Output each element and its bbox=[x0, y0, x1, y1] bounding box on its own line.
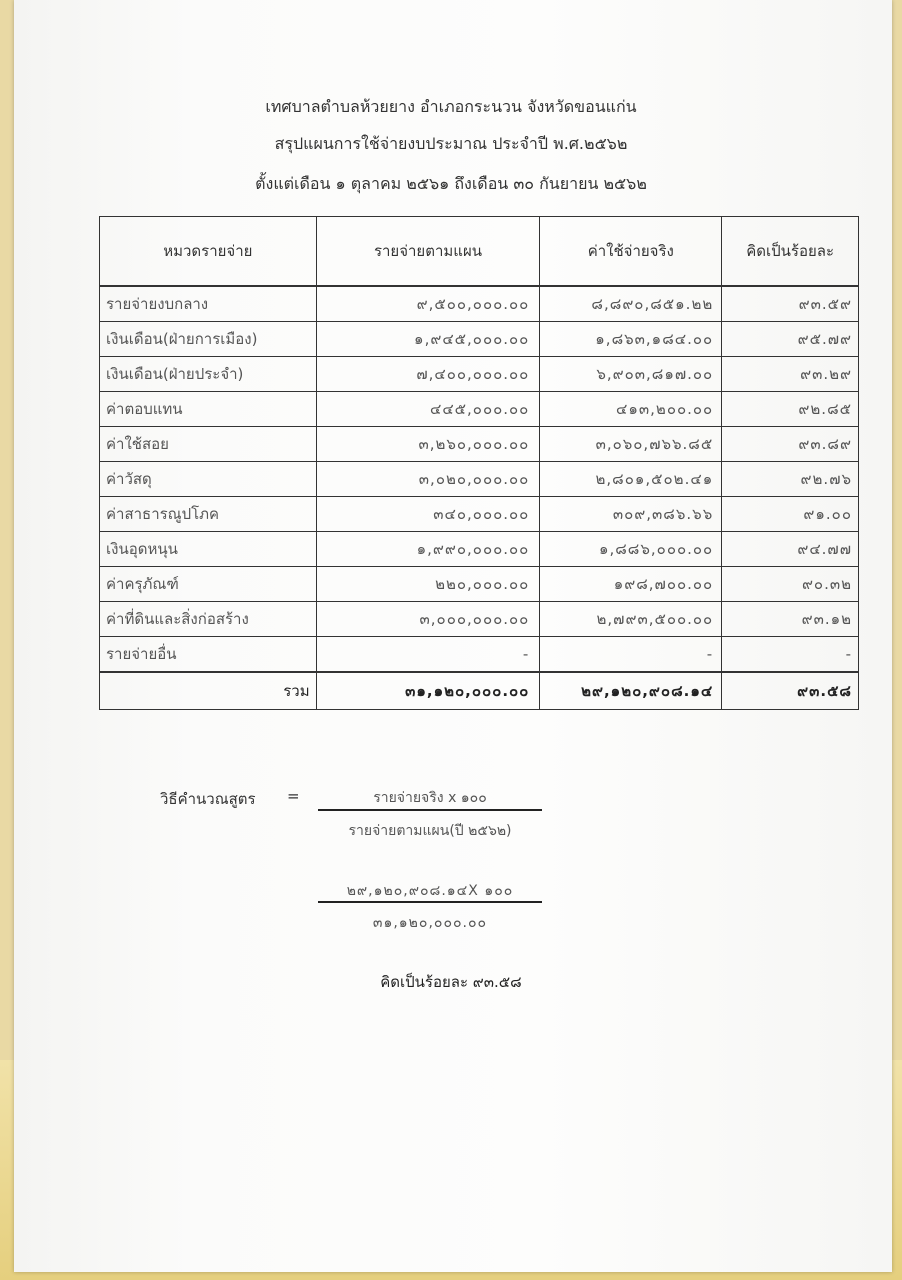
percent-cell: ๙๓.๕๙ bbox=[722, 286, 859, 322]
percent-cell: ๙๕.๗๙ bbox=[722, 322, 859, 357]
table-row bbox=[100, 322, 859, 357]
actual-cell: ๓,๐๖๐,๗๖๖.๘๕ bbox=[540, 427, 722, 462]
category-cell: ค่าใช้สอย bbox=[100, 427, 317, 462]
category-cell: รายจ่ายอื่น bbox=[100, 637, 317, 673]
category-cell: เงินเดือน(ฝ่ายการเมือง) bbox=[100, 322, 317, 357]
calc-denominator: ๓๑,๑๒๐,๐๐๐.๐๐ bbox=[372, 915, 488, 931]
plan-cell: ๑,๙๙๐,๐๐๐.๐๐ bbox=[316, 532, 540, 567]
plan-cell: ๒๒๐,๐๐๐.๐๐ bbox=[316, 567, 540, 602]
plan-cell: - bbox=[316, 637, 540, 673]
plan-cell: ๔๔๕,๐๐๐.๐๐ bbox=[316, 392, 540, 427]
percent-cell: ๙๓.๒๙ bbox=[722, 357, 859, 392]
actual-cell: ๘,๘๙๐,๘๕๑.๒๒ bbox=[540, 286, 722, 322]
total-row bbox=[100, 672, 859, 710]
plan-cell: ๓,๐๒๐,๐๐๐.๐๐ bbox=[316, 462, 540, 497]
table-row bbox=[100, 602, 859, 637]
category-cell: ค่าครุภัณฑ์ bbox=[100, 567, 317, 602]
plan-cell: ๗,๔๐๐,๐๐๐.๐๐ bbox=[316, 357, 540, 392]
percent-cell: ๙๔.๗๗ bbox=[722, 532, 859, 567]
formula-numerator: รายจ่ายจริง x ๑๐๐ bbox=[373, 790, 487, 806]
actual-cell: ๓๐๙,๓๘๖.๖๖ bbox=[540, 497, 722, 532]
category-cell: ค่าวัสดุ bbox=[100, 462, 317, 497]
category-cell: ค่าสาธารณูปโภค bbox=[100, 497, 317, 532]
actual-cell: ๖,๙๐๓,๘๑๗.๐๐ bbox=[540, 357, 722, 392]
column-header-percent: คิดเป็นร้อยละ bbox=[722, 217, 859, 287]
actual-cell: - bbox=[540, 637, 722, 673]
category-cell: เงินอุดหนุน bbox=[100, 532, 317, 567]
table-row bbox=[100, 532, 859, 567]
percent-cell: ๙๐.๓๒ bbox=[722, 567, 859, 602]
total-actual: ๒๙,๑๒๐,๙๐๘.๑๔ bbox=[540, 672, 722, 710]
category-cell: ค่าที่ดินและสิ่งก่อสร้าง bbox=[100, 602, 317, 637]
plan-cell: ๓๔๐,๐๐๐.๐๐ bbox=[316, 497, 540, 532]
document-title: สรุปแผนการใช้จ่ายงบประมาณ ประจำปี พ.ศ.๒๕๖๒ bbox=[274, 134, 628, 153]
table-row bbox=[100, 286, 859, 322]
percent-cell: ๙๒.๘๕ bbox=[722, 392, 859, 427]
actual-cell: ๒,๗๙๓,๕๐๐.๐๐ bbox=[540, 602, 722, 637]
total-plan: ๓๑,๑๒๐,๐๐๐.๐๐ bbox=[316, 672, 540, 710]
table-row bbox=[100, 392, 859, 427]
percent-cell: ๙๓.๑๒ bbox=[722, 602, 859, 637]
table-row bbox=[100, 567, 859, 602]
table-row bbox=[100, 357, 859, 392]
category-cell: รายจ่ายงบกลาง bbox=[100, 286, 317, 322]
result-text: คิดเป็นร้อยละ ๙๓.๕๘ bbox=[380, 973, 522, 991]
actual-cell: ๑,๘๘๖,๐๐๐.๐๐ bbox=[540, 532, 722, 567]
formula-denominator: รายจ่ายตามแผน(ปี ๒๕๖๒) bbox=[348, 823, 512, 839]
percent-cell: - bbox=[722, 637, 859, 673]
column-header-plan: รายจ่ายตามแผน bbox=[316, 217, 540, 287]
total-label: รวม bbox=[100, 672, 317, 710]
actual-cell: ๒,๘๐๑,๕๐๒.๔๑ bbox=[540, 462, 722, 497]
category-cell: เงินเดือน(ฝ่ายประจำ) bbox=[100, 357, 317, 392]
plan-cell: ๓,๒๖๐,๐๐๐.๐๐ bbox=[316, 427, 540, 462]
table-row bbox=[100, 637, 859, 673]
table-row bbox=[100, 462, 859, 497]
table-row bbox=[100, 497, 859, 532]
percent-cell: ๙๑.๐๐ bbox=[722, 497, 859, 532]
calc-numerator: ๒๙,๑๒๐,๙๐๘.๑๔X ๑๐๐ bbox=[346, 883, 514, 899]
total-percent: ๙๓.๕๘ bbox=[722, 672, 859, 710]
column-header-actual: ค่าใช้จ่ายจริง bbox=[540, 217, 722, 287]
org-title: เทศบาลตำบลห้วยยาง อำเภอกระนวน จังหวัดขอนแก่น bbox=[265, 97, 637, 116]
formula-label: วิธีคำนวณสูตร bbox=[160, 790, 256, 808]
plan-cell: ๙,๕๐๐,๐๐๐.๐๐ bbox=[316, 286, 540, 322]
table-row bbox=[100, 427, 859, 462]
column-header-category: หมวดรายจ่าย bbox=[100, 217, 317, 287]
percent-cell: ๙๓.๘๙ bbox=[722, 427, 859, 462]
fraction-line bbox=[318, 809, 542, 811]
fraction-line-calc bbox=[318, 901, 542, 903]
period-subtitle: ตั้งแต่เดือน ๑ ตุลาคม ๒๕๖๑ ถึงเดือน ๓๐ กันยายน ๒๕๖๒ bbox=[255, 174, 647, 193]
budget-table bbox=[99, 216, 859, 710]
plan-cell: ๑,๙๔๕,๐๐๐.๐๐ bbox=[316, 322, 540, 357]
actual-cell: ๑๙๘,๗๐๐.๐๐ bbox=[540, 567, 722, 602]
actual-cell: ๔๑๓,๒๐๐.๐๐ bbox=[540, 392, 722, 427]
percent-cell: ๙๒.๗๖ bbox=[722, 462, 859, 497]
table-body bbox=[100, 286, 859, 672]
formula-equals: = bbox=[287, 787, 300, 805]
table-header-row bbox=[100, 217, 859, 287]
plan-cell: ๓,๐๐๐,๐๐๐.๐๐ bbox=[316, 602, 540, 637]
category-cell: ค่าตอบแทน bbox=[100, 392, 317, 427]
actual-cell: ๑,๘๖๓,๑๘๔.๐๐ bbox=[540, 322, 722, 357]
